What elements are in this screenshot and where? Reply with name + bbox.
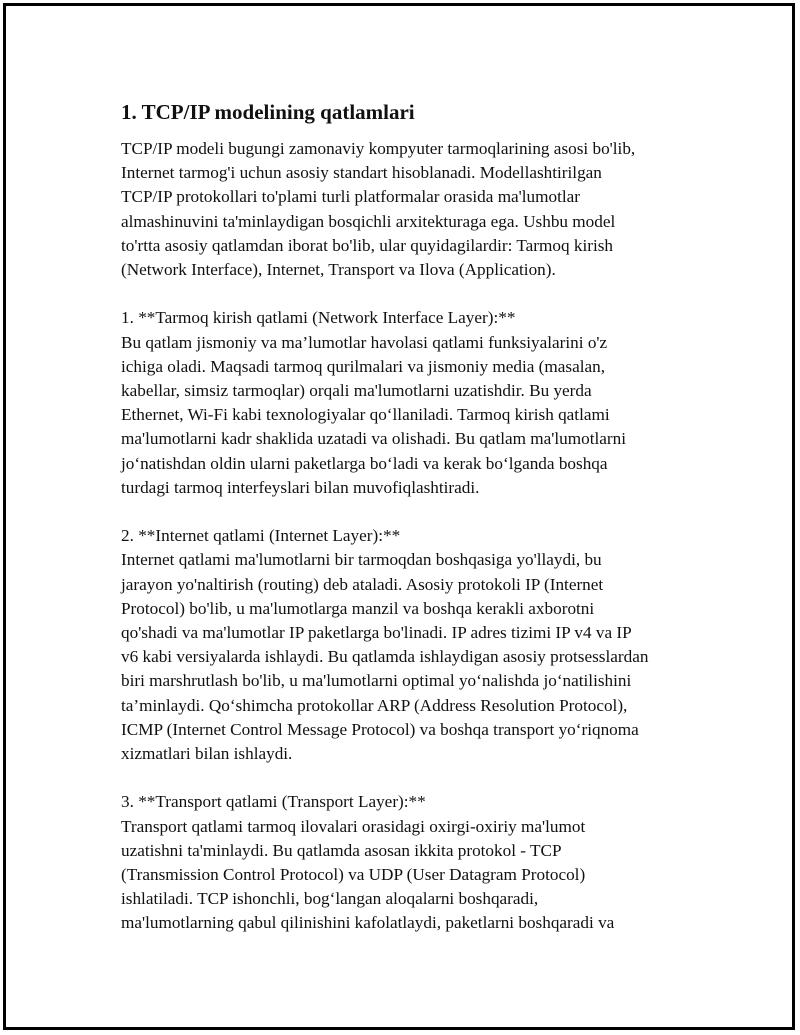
document-title: 1. TCP/IP modelining qatlamlari xyxy=(121,100,415,124)
text-line: (Network Interface), Internet, Transport va Ilova (Application). xyxy=(121,260,556,280)
text-line: Bu qatlam jismoniy va ma’lumotlar havolasi qatlami funksiyalarini o'z xyxy=(121,332,608,352)
section-heading: 2. **Internet qatlami (Internet Layer):** xyxy=(121,526,401,546)
paragraph-spacer xyxy=(121,500,711,524)
text-line: jo‘natishdan oldin ularni paketlarga bo‘ladi va kerak bo‘lganda boshqa xyxy=(121,453,608,473)
text-line: qo'shadi va ma'lumotlar IP paketlarga bo'linadi. IP adres tizimi IP v4 va IP xyxy=(121,623,632,643)
text-line: ishlatiladi. TCP ishonchli, bog‘langan aloqalarni boshqaradi, xyxy=(121,889,539,909)
text-line: ma'lumotlarni kadr shaklida uzatadi va olishadi. Bu qatlam ma'lumotlarni xyxy=(121,429,626,449)
section-heading: 3. **Transport qatlami (Transport Layer):** xyxy=(121,792,426,812)
text-line: v6 kabi versiyalarda ishlaydi. Bu qatlamda ishlaydigan asosiy protsesslardan xyxy=(121,647,649,667)
text-line: ICMP (Internet Control Message Protocol) va boshqa transport yo‘riqnoma xyxy=(121,719,639,739)
text-line: ma'lumotlarning qabul qilinishini kafolatlaydi, paketlarni boshqaradi va xyxy=(121,913,615,933)
text-line: TCP/IP protokollari to'plami turli platformalar orasida ma'lumotlar xyxy=(121,187,581,207)
document-body xyxy=(121,99,711,936)
section-network-interface xyxy=(121,306,711,500)
text-line: Ethernet, Wi-Fi kabi texnologiyalar qo‘llaniladi. Tarmoq kirish qatlami xyxy=(121,405,610,425)
text-line: biri marshrutlash bo'lib, u ma'lumotlarni optimal yo‘nalishda jo‘natilishini xyxy=(121,671,632,691)
text-line: Transport qatlami tarmoq ilovalari orasidagi oxirgi-oxiriy ma'lumot xyxy=(121,816,586,836)
text-line: ta’minlaydi. Qo‘shimcha protokollar ARP (Address Resolution Protocol), xyxy=(121,695,628,715)
page-border xyxy=(3,3,795,1030)
text-line: almashinuvini ta'minlaydigan bosqichli arxitekturaga ega. Ushbu model xyxy=(121,211,616,231)
text-line: Protocol) bo'lib, u ma'lumotlarga manzil va boshqa kerakli axborotni xyxy=(121,598,595,618)
paragraph-spacer xyxy=(121,282,711,306)
text-line: turdagi tarmoq interfeyslari bilan muvofiqlashtiradi. xyxy=(121,477,480,497)
text-line: jarayon yo'naltirish (routing) deb ataladi. Asosiy protokoli IP (Internet xyxy=(121,574,604,594)
text-line: TCP/IP modeli bugungi zamonaviy kompyuter tarmoqlarining asosi bo'lib, xyxy=(121,139,636,158)
section-heading: 1. **Tarmoq kirish qatlami (Network Interface Layer):** xyxy=(121,308,516,328)
text-line: kabellar, simsiz tarmoqlar) orqali ma'lumotlarni uzatishdir. Bu yerda xyxy=(121,381,592,401)
text-line: ichiga oladi. Maqsadi tarmoq qurilmalari va jismoniy media (masalan, xyxy=(121,356,605,376)
text-line: Internet tarmog'i uchun asosiy standart hisoblanadi. Modellashtirilgan xyxy=(121,163,602,183)
section-transport xyxy=(121,790,711,935)
text-line: uzatishni ta'minlaydi. Bu qatlamda asosan ikkita protokol - TCP xyxy=(121,840,562,860)
section-internet xyxy=(121,524,711,766)
text-line: (Transmission Control Protocol) va UDP (User Datagram Protocol) xyxy=(121,865,586,885)
text-line: to'rtta asosiy qatlamdan iborat bo'lib, ular quyidagilardir: Tarmoq kirish xyxy=(121,235,614,255)
text-line: xizmatlari bilan ishlaydi. xyxy=(121,744,293,764)
paragraph-spacer xyxy=(121,766,711,790)
intro-paragraph xyxy=(121,137,711,282)
text-line: Internet qatlami ma'lumotlarni bir tarmoqdan boshqasiga yo'llaydi, bu xyxy=(121,550,602,570)
